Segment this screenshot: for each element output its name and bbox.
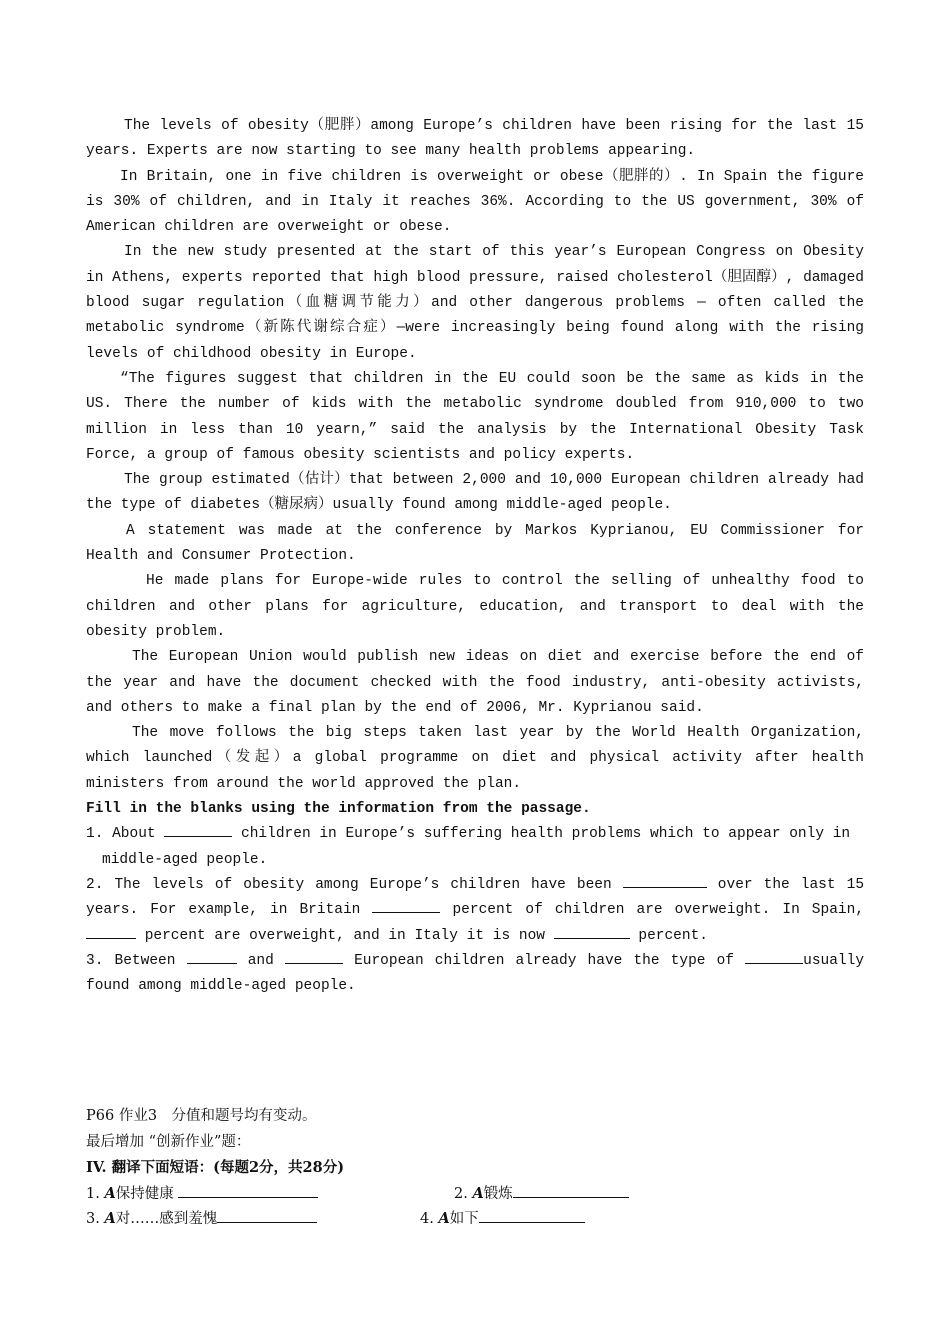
paragraph-2: In Britain, one in five children is overweight or obese（肥胖的）. In Spain the figure is 30% of children, and in Italy it reaches 36%. According to the US government, 30% of American children are overweight or obese. bbox=[86, 168, 864, 236]
translation-item bbox=[86, 1181, 318, 1208]
answer-blank[interactable] bbox=[285, 949, 343, 964]
question-number: 3. bbox=[86, 952, 104, 969]
paragraph-8: The European Union would publish new ideas on diet and exercise before the end of the year and have the document checked with the food industry, anti-obesity activists, and others to make a final plan by the end of 2006, Mr. Kyprianou said. bbox=[86, 649, 864, 716]
paragraph-7: He made plans for Europe-wide rules to control the selling of unhealthy food to children and other plans for agriculture, education, and transport to deal with the obesity problem. bbox=[86, 573, 864, 640]
answer-blank[interactable] bbox=[554, 924, 630, 939]
question-text: Between bbox=[114, 952, 176, 969]
paragraph-3: In the new study presented at the start of this year’s European Congress on Obesity in Athens, experts reported that high blood pressure, raised cholesterol（胆固醇）, damaged blood sugar regulation（血糖调节能力）and other dangerous problems — often called the metabolic syndrome（新陈代谢综合症）—were increasingly being found along with the rising levels of childhood obesity in Europe. bbox=[86, 244, 864, 362]
question-text: middle-aged people. bbox=[102, 851, 268, 868]
question-text: over the last 15 years. For example, in Britain bbox=[86, 876, 865, 919]
answer-blank[interactable] bbox=[372, 898, 440, 913]
translation-row bbox=[86, 1206, 864, 1232]
homework-notes bbox=[86, 1104, 864, 1232]
exercise-instruction: Fill in the blanks using the information from the passage. bbox=[86, 801, 591, 818]
question-text: and bbox=[247, 952, 274, 969]
translation-item bbox=[86, 1206, 317, 1233]
answer-blank[interactable] bbox=[178, 1183, 318, 1198]
question-number: 1. bbox=[86, 826, 104, 843]
letter-a: A bbox=[104, 1184, 116, 1202]
item-text: 锻炼 bbox=[483, 1185, 513, 1202]
question-1 bbox=[86, 822, 864, 873]
letter-a: A bbox=[438, 1210, 450, 1227]
translation-item bbox=[454, 1181, 629, 1208]
question-text: children in Europe’s suffering health problems which to appear only in bbox=[241, 826, 851, 843]
item-number: 3. bbox=[86, 1211, 100, 1227]
paragraph-5: The group estimated（估计）that between 2,000 and 10,000 European children already had the type of diabetes（糖尿病）usually found among middle-aged people. bbox=[86, 472, 864, 514]
question-text: percent. bbox=[638, 927, 708, 944]
paragraph-6: A statement was made at the conference by Markos Kyprianou, EU Commissioner for Health and Consumer Protection. bbox=[86, 522, 864, 565]
question-text: European children already have the type of bbox=[354, 952, 734, 969]
answer-blank[interactable] bbox=[745, 949, 803, 964]
answer-blank[interactable] bbox=[479, 1208, 585, 1223]
item-number: 1. bbox=[86, 1185, 100, 1202]
item-text: 对……感到羞愧 bbox=[115, 1211, 218, 1227]
answer-blank[interactable] bbox=[513, 1183, 629, 1198]
answer-blank[interactable] bbox=[217, 1208, 317, 1223]
item-number: 2. bbox=[454, 1185, 468, 1202]
note-line: 最后增加 “创新作业”题： bbox=[86, 1133, 251, 1150]
answer-blank[interactable] bbox=[86, 924, 136, 939]
translation-item bbox=[420, 1206, 585, 1233]
question-number: 2. bbox=[86, 876, 104, 893]
note-line: P66 作业3 分值和题号均有变动。 bbox=[86, 1108, 317, 1124]
question-text: percent of children are overweight. In Spain, bbox=[452, 902, 865, 919]
letter-a: A bbox=[472, 1184, 484, 1202]
question-text: percent are overweight, and in Italy it is now bbox=[144, 927, 545, 944]
question-text: The levels of obesity among Europe’s children have been bbox=[114, 876, 612, 893]
item-text: 如下 bbox=[449, 1211, 479, 1227]
paragraph-1: The levels of obesity（肥胖）among Europe’s children have been rising for the last 15 years. Experts are now starting to see many health problems appearing. bbox=[86, 118, 864, 160]
section-title: IV. 翻译下面短语：(每题2分，共28分) bbox=[86, 1159, 345, 1176]
question-text: About bbox=[112, 826, 156, 843]
paragraph-4: “The figures suggest that children in the EU could soon be the same as kids in the US. There the number of kids with the metabolic syndrome doubled from 910,000 to two million in less than 10 yearn,” said the analysis by the International Obesity Task Force, a group of famous obesity scientists and policy experts. bbox=[86, 370, 864, 463]
answer-blank[interactable] bbox=[623, 873, 707, 888]
question-2 bbox=[86, 873, 864, 949]
question-3 bbox=[86, 949, 864, 1000]
letter-a: A bbox=[104, 1210, 116, 1227]
item-text: 保持健康 bbox=[115, 1185, 174, 1202]
question-text: usually found among middle-aged people. bbox=[86, 952, 865, 995]
answer-blank[interactable] bbox=[164, 822, 232, 837]
paragraph-9: The move follows the big steps taken last year by the World Health Organization, which launched（发起）a global programme on diet and physical activity after health ministers from around the world approved the plan. bbox=[86, 725, 864, 792]
translation-row bbox=[86, 1181, 864, 1207]
item-number: 4. bbox=[420, 1211, 434, 1227]
reading-passage bbox=[86, 114, 864, 999]
answer-blank[interactable] bbox=[187, 949, 237, 964]
